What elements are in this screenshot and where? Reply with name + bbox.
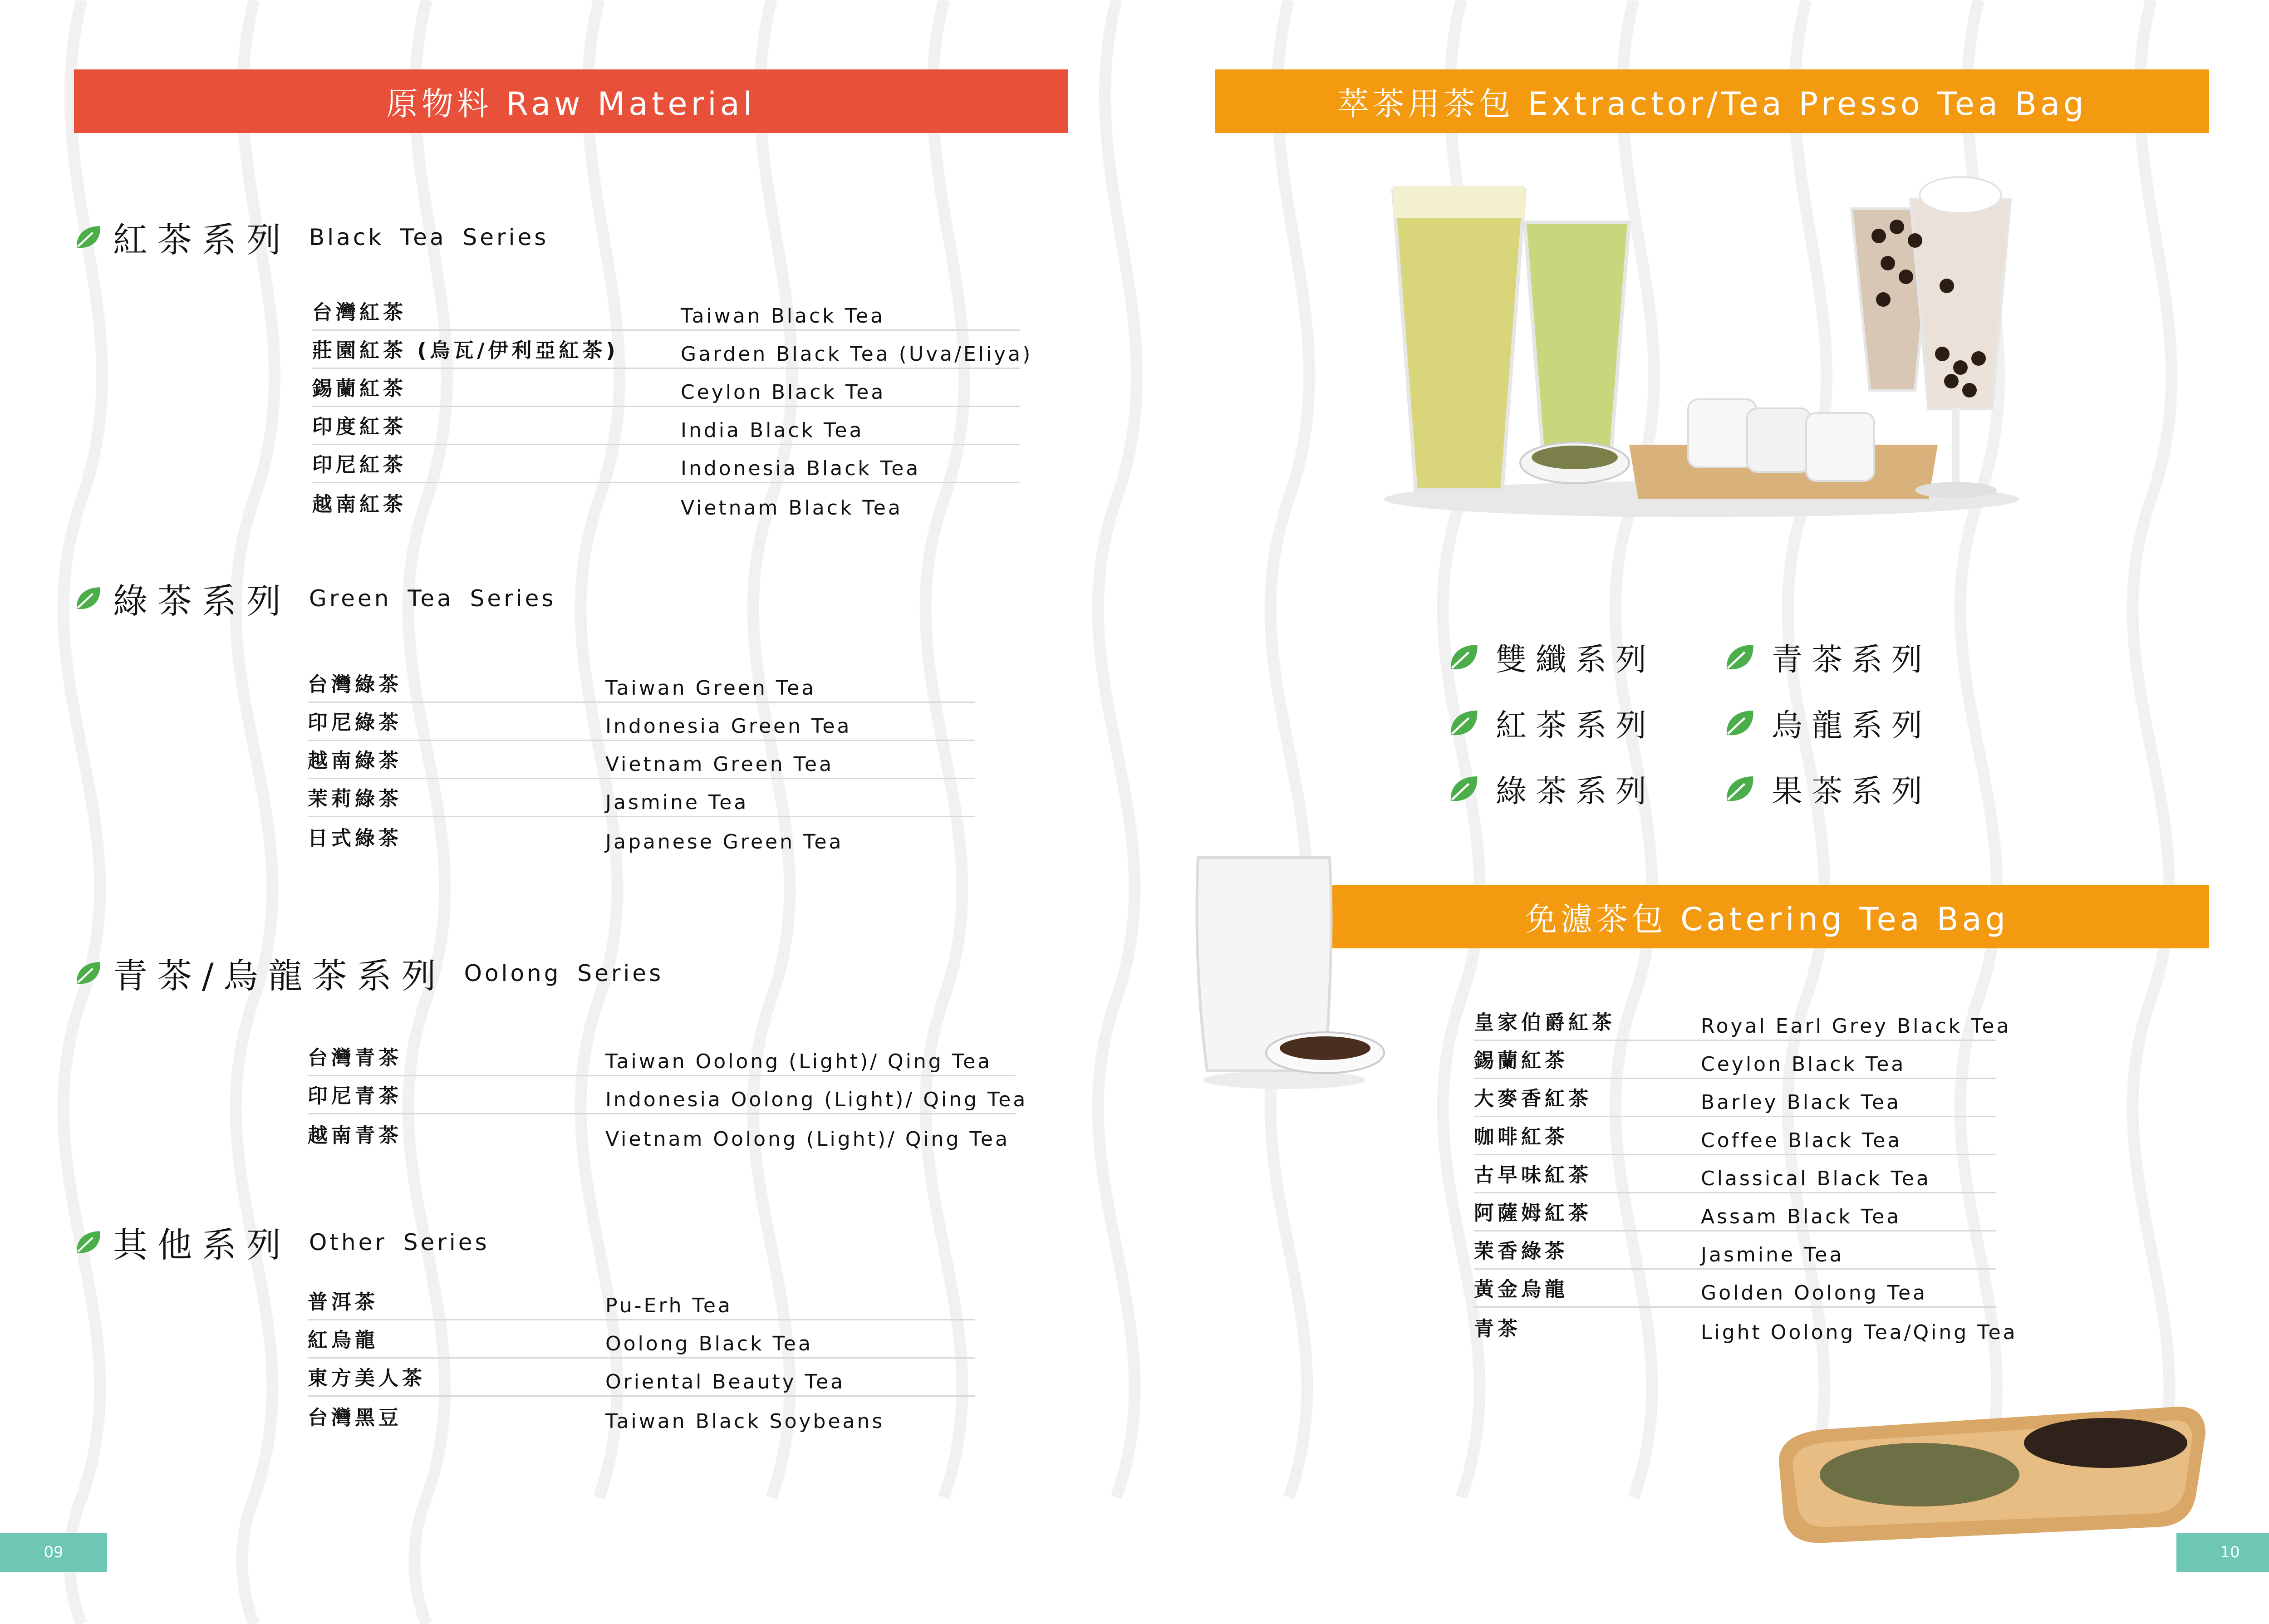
- item-name-zh: 茉香綠茶: [1474, 1240, 1568, 1263]
- oolong-table: [308, 1038, 1028, 1153]
- leaf-icon: [1448, 707, 1479, 739]
- table-row: [1474, 1193, 1996, 1231]
- item-name-zh: 咖啡紅茶: [1474, 1125, 1568, 1148]
- item-name-en: Taiwan Black Soybeans: [605, 1410, 885, 1433]
- series-title-en: Black Tea Series: [309, 224, 549, 250]
- series-title-en: Oolong Series: [464, 960, 664, 986]
- table-row: [308, 779, 975, 817]
- item-name-en: Japanese Green Tea: [605, 830, 844, 854]
- item-name-zh: 印度紅茶: [312, 415, 407, 438]
- item-name-en: Jasmine Tea: [1701, 1243, 1844, 1266]
- table-row: [1474, 1041, 1996, 1079]
- table-row: [312, 293, 1020, 331]
- category-label: 烏龍系列: [1772, 708, 1932, 744]
- category-label: 青茶系列: [1772, 642, 1932, 678]
- item-name-zh: 大麥香紅茶: [1474, 1087, 1592, 1110]
- item-name-zh: 日式綠茶: [308, 827, 402, 850]
- item-name-en: Ceylon Black Tea: [681, 381, 886, 404]
- item-name-zh: 莊園紅茶 (烏瓦/伊利亞紅茶): [312, 339, 619, 362]
- item-name-en: Indonesia Black Tea: [681, 457, 921, 480]
- table-row: [312, 407, 1020, 445]
- table-row: [308, 817, 975, 855]
- item-name-en: Classical Black Tea: [1701, 1167, 1931, 1190]
- page-number-right: [2176, 1533, 2269, 1572]
- item-name-en: Light Oolong Tea/Qing Tea: [1701, 1321, 2018, 1344]
- leaf-icon: [74, 584, 102, 613]
- item-name-en: Oriental Beauty Tea: [605, 1370, 845, 1393]
- item-name-zh: 古早味紅茶: [1474, 1163, 1592, 1187]
- tea-leaves-tray-photo: [1770, 1388, 2219, 1561]
- leaf-icon: [74, 223, 102, 251]
- catering-tea-bag-banner: [1325, 885, 2209, 948]
- item-name-en: Vietnam Oolong (Light)/ Qing Tea: [605, 1128, 1010, 1151]
- table-row: [1474, 1079, 1996, 1117]
- item-name-en: Vietnam Green Tea: [605, 753, 834, 776]
- item-name-zh: 青茶: [1474, 1317, 1521, 1340]
- table-row: [1474, 1155, 1996, 1193]
- item-name-en: Barley Black Tea: [1701, 1091, 1901, 1114]
- item-name-en: Ceylon Black Tea: [1701, 1053, 1906, 1076]
- item-name-zh: 越南紅茶: [312, 493, 407, 516]
- leaf-icon: [1448, 642, 1479, 673]
- tea-bag-photo: [1180, 853, 1389, 1098]
- item-name-zh: 台灣紅茶: [312, 301, 407, 324]
- item-name-en: Royal Earl Grey Black Tea: [1701, 1015, 2011, 1038]
- black-tea-series-heading: [74, 212, 549, 262]
- leaf-icon: [1448, 773, 1479, 805]
- item-name-en: Taiwan Green Tea: [605, 677, 816, 700]
- green-tea-series-heading: [74, 574, 556, 623]
- series-title-zh: 青茶/烏龍茶系列: [113, 956, 446, 996]
- table-row: [308, 1114, 1016, 1153]
- item-name-en: Taiwan Oolong (Light)/ Qing Tea: [605, 1050, 992, 1073]
- series-title-en: Green Tea Series: [309, 585, 556, 612]
- item-name-en: Vietnam Black Tea: [681, 496, 903, 520]
- extractor-tea-bag-banner: [1215, 69, 2209, 133]
- item-name-en: Oolong Black Tea: [605, 1332, 813, 1355]
- table-row: [308, 1359, 975, 1397]
- series-title-zh: 紅茶系列: [113, 220, 291, 260]
- item-name-zh: 阿薩姆紅茶: [1474, 1202, 1592, 1225]
- catering-banner-title: 免濾茶包 Catering Tea Bag: [1525, 900, 2009, 938]
- oolong-series-heading: [74, 948, 663, 998]
- catering-table: [1474, 1003, 2018, 1346]
- item-name-zh: 台灣黑豆: [308, 1406, 402, 1429]
- item-name-zh: 東方美人茶: [308, 1367, 426, 1390]
- table-row: [312, 369, 1020, 407]
- green-tea-table: [308, 665, 975, 855]
- table-row: [308, 1076, 1028, 1114]
- category-item: [1724, 635, 1931, 679]
- item-name-en: Pu-Erh Tea: [605, 1294, 732, 1317]
- leaf-icon: [1724, 773, 1755, 805]
- table-row: [312, 445, 1020, 483]
- series-title-en: Other Series: [309, 1229, 490, 1256]
- item-name-zh: 皇家伯爵紅茶: [1474, 1011, 1616, 1034]
- item-name-zh: 錫蘭紅茶: [1474, 1049, 1568, 1072]
- item-name-en: Indonesia Oolong (Light)/ Qing Tea: [605, 1088, 1028, 1111]
- other-series-heading: [74, 1217, 490, 1267]
- item-name-zh: 越南青茶: [308, 1124, 402, 1147]
- page-number-left: [0, 1533, 107, 1572]
- table-row: [308, 1038, 1016, 1076]
- item-name-en: Assam Black Tea: [1701, 1205, 1901, 1228]
- table-row: [308, 703, 975, 741]
- leaf-icon: [1724, 707, 1755, 739]
- item-name-zh: 台灣青茶: [308, 1046, 402, 1070]
- item-name-zh: 台灣綠茶: [308, 673, 402, 696]
- category-label: 雙纖系列: [1496, 642, 1656, 678]
- tea-drinks-photo: [1375, 172, 2042, 535]
- table-row: [1474, 1270, 1996, 1308]
- table-row: [1474, 1308, 2018, 1346]
- table-row: [308, 1397, 975, 1435]
- table-row: [308, 1282, 975, 1320]
- item-name-en: Golden Oolong Tea: [1701, 1281, 1928, 1305]
- category-item: [1724, 767, 1931, 811]
- table-row: [312, 331, 1033, 369]
- item-name-en: Coffee Black Tea: [1701, 1129, 1902, 1152]
- other-table: [308, 1282, 975, 1435]
- series-title-zh: 其他系列: [113, 1225, 291, 1265]
- item-name-zh: 印尼綠茶: [308, 711, 402, 734]
- table-row: [312, 483, 1020, 521]
- item-name-zh: 普洱茶: [308, 1290, 378, 1314]
- leaf-icon: [1724, 642, 1755, 673]
- series-title-zh: 綠茶系列: [113, 581, 291, 621]
- category-item: [1448, 701, 1655, 745]
- raw-material-banner-title: 原物料 Raw Material: [386, 85, 756, 123]
- leaf-icon: [74, 959, 102, 987]
- black-tea-table: [312, 293, 1033, 521]
- item-name-zh: 印尼紅茶: [312, 453, 407, 476]
- item-name-en: Taiwan Black Tea: [681, 304, 885, 328]
- table-row: [1474, 1117, 1996, 1155]
- leaf-icon: [74, 1228, 102, 1256]
- raw-material-banner: [74, 69, 1068, 133]
- table-row: [1474, 1003, 2011, 1041]
- item-name-en: India Black Tea: [681, 419, 864, 442]
- category-label: 紅茶系列: [1496, 708, 1656, 744]
- category-label: 果茶系列: [1772, 774, 1932, 810]
- item-name-zh: 錫蘭紅茶: [312, 377, 407, 400]
- item-name-zh: 印尼青茶: [308, 1084, 402, 1108]
- page-number-text: 09: [44, 1543, 64, 1561]
- extractor-banner-title: 萃茶用茶包 Extractor/Tea Presso Tea Bag: [1337, 85, 2087, 123]
- page-number-text: 10: [2220, 1543, 2240, 1561]
- table-row: [308, 741, 975, 779]
- category-item: [1448, 767, 1655, 811]
- item-name-zh: 紅烏龍: [308, 1329, 378, 1352]
- item-name-zh: 越南綠茶: [308, 749, 402, 772]
- table-row: [308, 1320, 975, 1359]
- category-item: [1448, 635, 1655, 679]
- item-name-en: Garden Black Tea (Uva/Eliya): [681, 343, 1033, 366]
- category-label: 綠茶系列: [1496, 774, 1656, 810]
- table-row: [308, 665, 975, 703]
- table-row: [1474, 1231, 1996, 1270]
- item-name-en: Indonesia Green Tea: [605, 715, 852, 738]
- item-name-zh: 茉莉綠茶: [308, 787, 402, 810]
- category-item: [1724, 701, 1931, 745]
- item-name-zh: 黃金烏龍: [1474, 1278, 1568, 1301]
- item-name-en: Jasmine Tea: [605, 791, 749, 814]
